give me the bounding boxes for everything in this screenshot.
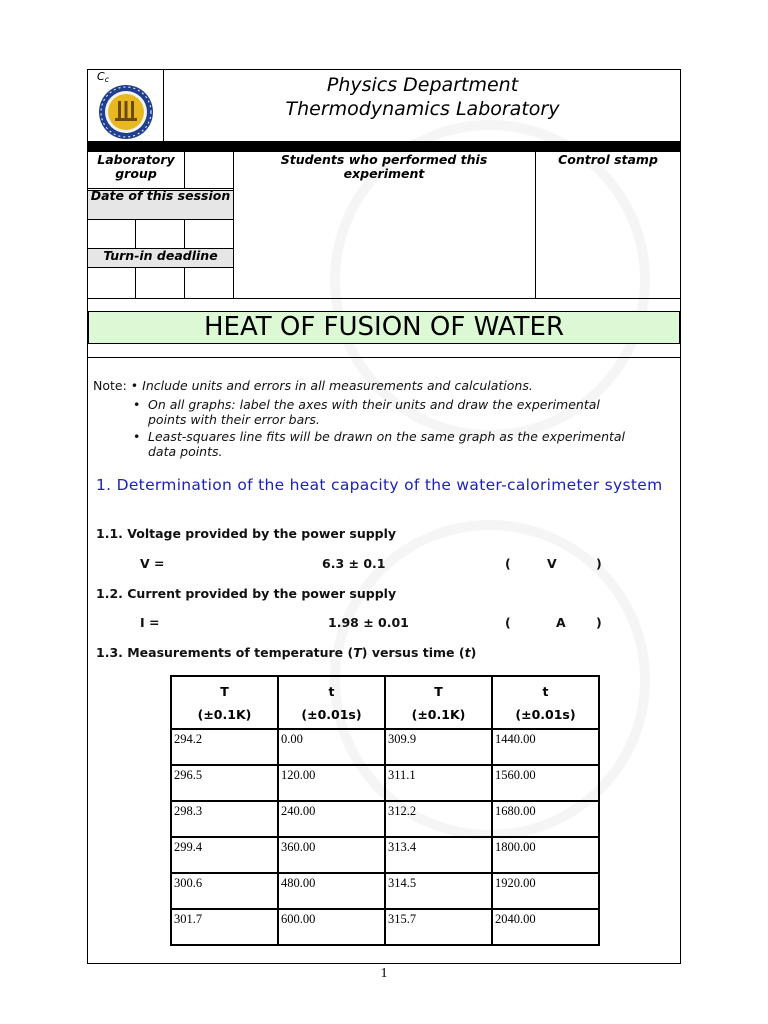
department-title: Physics Department <box>326 74 519 96</box>
cc-mark <box>97 70 109 84</box>
table-cell: 294.2 <box>171 729 278 765</box>
grid-line <box>88 219 233 220</box>
measurements-label-t: t <box>464 645 471 660</box>
measurements-label-text: ) <box>470 645 477 660</box>
table-cell: 360.00 <box>278 837 385 873</box>
table-cell: 313.4 <box>385 837 492 873</box>
lab-group-label: Laboratory group <box>97 152 175 181</box>
table-cell: 1800.00 <box>492 837 599 873</box>
voltage-symbol: V = <box>140 556 165 571</box>
measurements-label <box>96 645 476 660</box>
table-cell: 240.00 <box>278 801 385 837</box>
column-name: t <box>328 683 335 699</box>
column-name: T <box>220 683 229 699</box>
column-unit: (±0.1K) <box>411 706 466 722</box>
table-cell: 600.00 <box>278 909 385 945</box>
page-number: 1 <box>380 966 388 981</box>
measurements-label-text: ) versus time ( <box>361 645 465 660</box>
voltage-unit-close: ) <box>596 556 602 571</box>
deadline-label: Turn-in deadline <box>103 248 218 263</box>
university-seal-logo <box>95 83 157 141</box>
current-value: 1.98 ± 0.01 <box>328 615 409 630</box>
column-name: T <box>434 683 443 699</box>
current-symbol: I = <box>140 615 160 630</box>
table-cell: 1560.00 <box>492 765 599 801</box>
grid-line <box>233 152 234 298</box>
measurements-label-text: 1.3. Measurements of temperature ( <box>96 645 354 660</box>
table-cell: 298.3 <box>171 801 278 837</box>
grid-line <box>88 298 680 299</box>
column-unit: (±0.01s) <box>515 706 576 722</box>
grid-line <box>184 152 185 188</box>
voltage-label: 1.1. Voltage provided by the power supply <box>96 526 397 541</box>
column-header <box>492 676 599 729</box>
note-item: Include units and errors in all measurements and calculations. <box>142 378 533 393</box>
table-cell: 120.00 <box>278 765 385 801</box>
table-cell: 300.6 <box>171 873 278 909</box>
table-header-row <box>171 676 599 729</box>
table-cell: 301.7 <box>171 909 278 945</box>
table-row <box>171 801 599 837</box>
note-line-3: • Least-squares line fits will be drawn on the same graph as the experimental data points. <box>133 429 633 459</box>
table-cell: 314.5 <box>385 873 492 909</box>
voltage-unit: V <box>547 556 557 571</box>
table-row <box>171 909 599 945</box>
table-cell: 296.5 <box>171 765 278 801</box>
cc-letter: C <box>97 70 105 83</box>
temperature-time-table <box>170 675 600 946</box>
header-separator-bar <box>88 141 680 152</box>
experiment-title: HEAT OF FUSION OF WATER <box>88 311 680 344</box>
grid-line <box>535 152 536 298</box>
table-cell: 2040.00 <box>492 909 599 945</box>
column-unit: (±0.1K) <box>197 706 252 722</box>
title-underline <box>88 357 680 358</box>
note-item: On all graphs: label the axes with their units and draw the experimental points with their error bars. <box>148 397 600 427</box>
measurements-label-T: T <box>353 645 362 660</box>
column-unit: (±0.01s) <box>301 706 362 722</box>
table-row <box>171 873 599 909</box>
table-cell: 480.00 <box>278 873 385 909</box>
note-line-1: Note: • Include units and errors in all measurements and calculations. <box>93 378 533 393</box>
note-prefix: Note: <box>93 378 127 393</box>
cc-subscript: c <box>104 75 110 84</box>
control-stamp-label: Control stamp <box>558 152 658 167</box>
note-line-2: • On all graphs: label the axes with their units and draw the experimental points with their error bars. <box>133 397 633 427</box>
lab-title: Thermodynamics Laboratory <box>285 98 560 120</box>
note-item: Least-squares line fits will be drawn on the same graph as the experimental data points. <box>148 429 626 459</box>
current-unit: A <box>556 615 566 630</box>
grid-line <box>88 267 233 268</box>
grid-line <box>184 267 185 298</box>
current-label: 1.2. Current provided by the power supply <box>96 586 397 601</box>
section-heading: 1. Determination of the heat capacity of the water-calorimeter system <box>96 476 663 494</box>
voltage-unit-open: ( <box>505 556 511 571</box>
table-cell: 309.9 <box>385 729 492 765</box>
table-cell: 1680.00 <box>492 801 599 837</box>
grid-line <box>184 219 185 248</box>
grid-line <box>135 219 136 248</box>
column-name: t <box>542 683 549 699</box>
table-cell: 315.7 <box>385 909 492 945</box>
column-header <box>278 676 385 729</box>
table-row <box>171 729 599 765</box>
column-header <box>385 676 492 729</box>
column-header <box>171 676 278 729</box>
table-cell: 1920.00 <box>492 873 599 909</box>
students-label: Students who performed this experiment <box>280 152 488 181</box>
table-row <box>171 765 599 801</box>
table-row <box>171 837 599 873</box>
current-unit-open: ( <box>505 615 511 630</box>
table-cell: 299.4 <box>171 837 278 873</box>
table-cell: 312.2 <box>385 801 492 837</box>
grid-line <box>135 267 136 298</box>
date-label: Date of this session <box>90 188 231 203</box>
voltage-value: 6.3 ± 0.1 <box>322 556 386 571</box>
table-cell: 311.1 <box>385 765 492 801</box>
current-unit-close: ) <box>596 615 602 630</box>
table-cell: 1440.00 <box>492 729 599 765</box>
table-cell: 0.00 <box>278 729 385 765</box>
